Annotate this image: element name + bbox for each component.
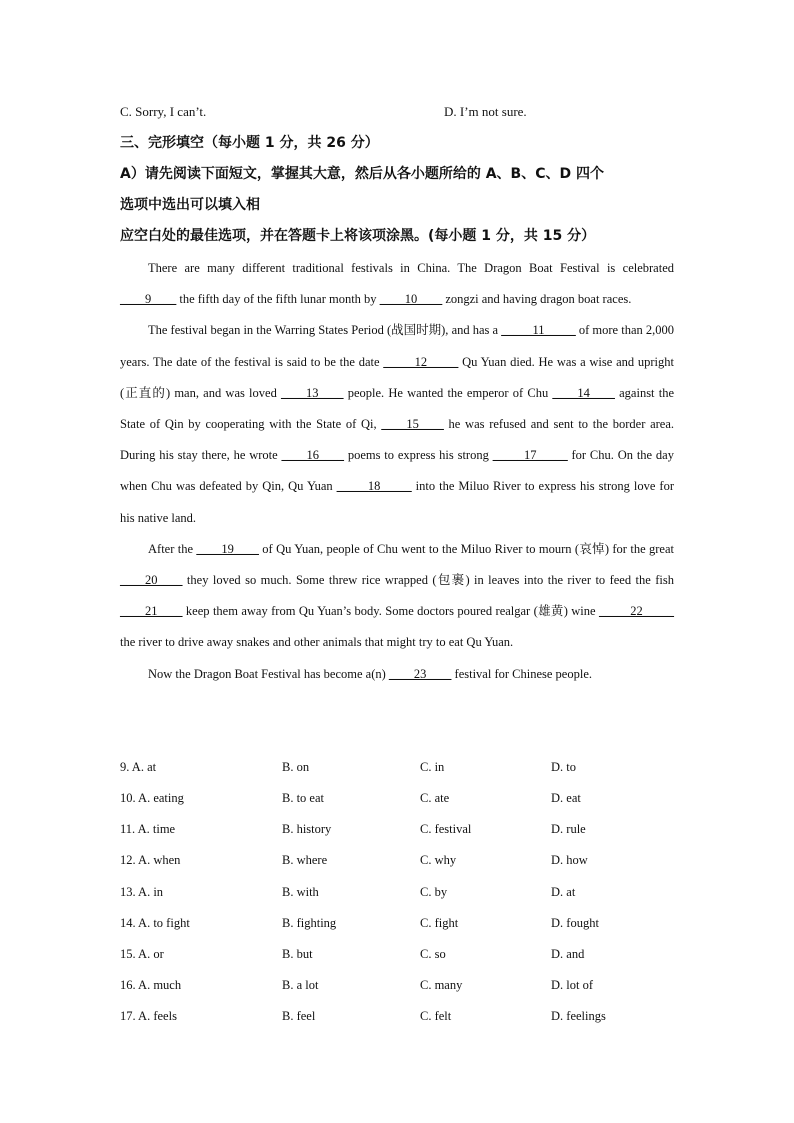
question-16-option-d[interactable]: D. lot of [551,978,594,992]
question-row [120,944,674,964]
question-14-option-d[interactable]: D. fought [551,916,599,930]
blank-17: _____17_____ [492,448,568,463]
question-17-option-a[interactable]: 17. A. feels [120,1009,177,1023]
question-14-option-c[interactable]: C. fight [420,916,459,930]
question-13-option-d[interactable]: D. at [551,885,576,899]
question-13-option-c[interactable]: C. by [420,885,448,899]
question-row [120,850,674,870]
option-d: D. I’m not sure. [444,104,527,119]
question-14-option-b[interactable]: B. fighting [282,916,337,930]
question-15-option-b[interactable]: B. but [282,947,313,961]
question-11-option-c[interactable]: C. festival [420,822,472,836]
question-row [120,788,674,808]
question-12-option-b[interactable]: B. where [282,853,328,867]
blank-11: _____11_____ [501,323,576,338]
blank-14: ____14____ [552,385,615,400]
question-row [120,757,674,777]
question-11-option-d[interactable]: D. rule [551,822,586,836]
question-14-option-a[interactable]: 14. A. to fight [120,916,190,930]
section-instruction-line2: 选项中选出可以填入相 [120,197,260,213]
question-17-option-c[interactable]: C. felt [420,1009,452,1023]
question-16-option-a[interactable]: 16. A. much [120,978,182,992]
prev-question-options [120,102,527,122]
question-9-option-a[interactable]: 9. A. at [120,760,157,774]
question-row [120,819,674,839]
option-c: C. Sorry, I can’t. [120,104,207,119]
blank-22: _____22_____ [599,604,674,619]
question-11-option-a[interactable]: 11. A. time [120,822,176,836]
question-9-option-c[interactable]: C. in [420,760,445,774]
blank-16: ____16____ [281,448,344,463]
passage-paragraph-2: The festival began in the Warring States Period (战国时期), and has a _____11_____ of more than 2,000 years. The date of the festival is said to be the date _____12_____ Qu Yuan died. He was a wise and upright (正直的) man, and was loved ____13____ people. He wanted the emperor of Chu ____14____ against the State of Qin by cooperating with the State of Qi, ____15____ he was refused and sent to the border area. During his stay there, he wrote ____16____ poems to express his strong _____17_____ for Chu. On the day when Chu was defeated by Qin, Qu Yuan _____18_____ into the Miluo River to express his strong love for his native land. [120,323,675,525]
question-17-option-b[interactable]: B. feel [282,1009,316,1023]
question-row [120,913,674,933]
blank-9: ____9____ [120,292,177,307]
blank-10: ____10____ [379,292,443,307]
question-15-option-a[interactable]: 15. A. or [120,947,164,961]
question-9-option-b[interactable]: B. on [282,760,310,774]
question-row [120,882,674,902]
question-row [120,1006,674,1026]
question-17-option-d[interactable]: D. feelings [551,1009,606,1023]
blank-23: ____23____ [388,666,452,681]
passage-paragraph-3: After the ____19____ of Qu Yuan, people of Chu went to the Miluo River to mourn (哀悼) for the great ____20____ they loved so much. Some threw rice wrapped (包裹) in leaves into the river to feed the fish ____21____ keep them away from Qu Yuan’s body. Some doctors poured realgar (雄黄) wine _____22_____ the river to drive away snakes and other animals that might try to eat Qu Yuan. [120,541,674,650]
blank-20: ____20____ [120,573,183,588]
question-row [120,975,674,995]
question-11-option-b[interactable]: B. history [282,822,332,836]
question-12-option-c[interactable]: C. why [420,853,457,867]
question-10-option-c[interactable]: C. ate [420,791,450,805]
question-9-option-d[interactable]: D. to [551,760,576,774]
question-10-option-b[interactable]: B. to eat [282,791,325,805]
question-10-option-d[interactable]: D. eat [551,791,581,805]
passage-paragraph-4: Now the Dragon Boat Festival has become a(n) ____23____ festival for Chinese people. [148,666,592,681]
section-title: 三、完形填空（每小题 1 分，共 26 分） [120,135,379,151]
question-12-option-a[interactable]: 12. A. when [120,853,181,867]
question-15-option-d[interactable]: D. and [551,947,585,961]
blank-21: ____21____ [120,604,183,619]
question-13-option-b[interactable]: B. with [282,885,319,899]
passage-paragraph-1: There are many different traditional festivals in China. The Dragon Boat Festival is celebrated ____9____ the fifth day of the fifth lunar month by ____10____ zongzi and having dragon boat races. [120,261,674,307]
blank-18: _____18_____ [336,479,412,494]
blank-13: ____13____ [281,385,344,400]
section-instruction-line3: 应空白处的最佳选项，并在答题卡上将该项涂黑。(每小题 1 分，共 15 分） [120,228,596,244]
blank-15: ____15____ [381,417,444,432]
blank-19: ____19____ [196,541,259,556]
section-instruction-line1: A）请先阅读下面短文，掌握其大意，然后从各小题所给的 A、B、C、D 四个 [120,166,604,182]
question-12-option-d[interactable]: D. how [551,853,588,867]
question-16-option-c[interactable]: C. many [420,978,463,992]
question-13-option-a[interactable]: 13. A. in [120,885,164,899]
question-15-option-c[interactable]: C. so [420,947,446,961]
question-10-option-a[interactable]: 10. A. eating [120,791,184,805]
question-16-option-b[interactable]: B. a lot [282,978,319,992]
cloze-passage [120,253,674,690]
blank-12: _____12_____ [383,354,459,369]
